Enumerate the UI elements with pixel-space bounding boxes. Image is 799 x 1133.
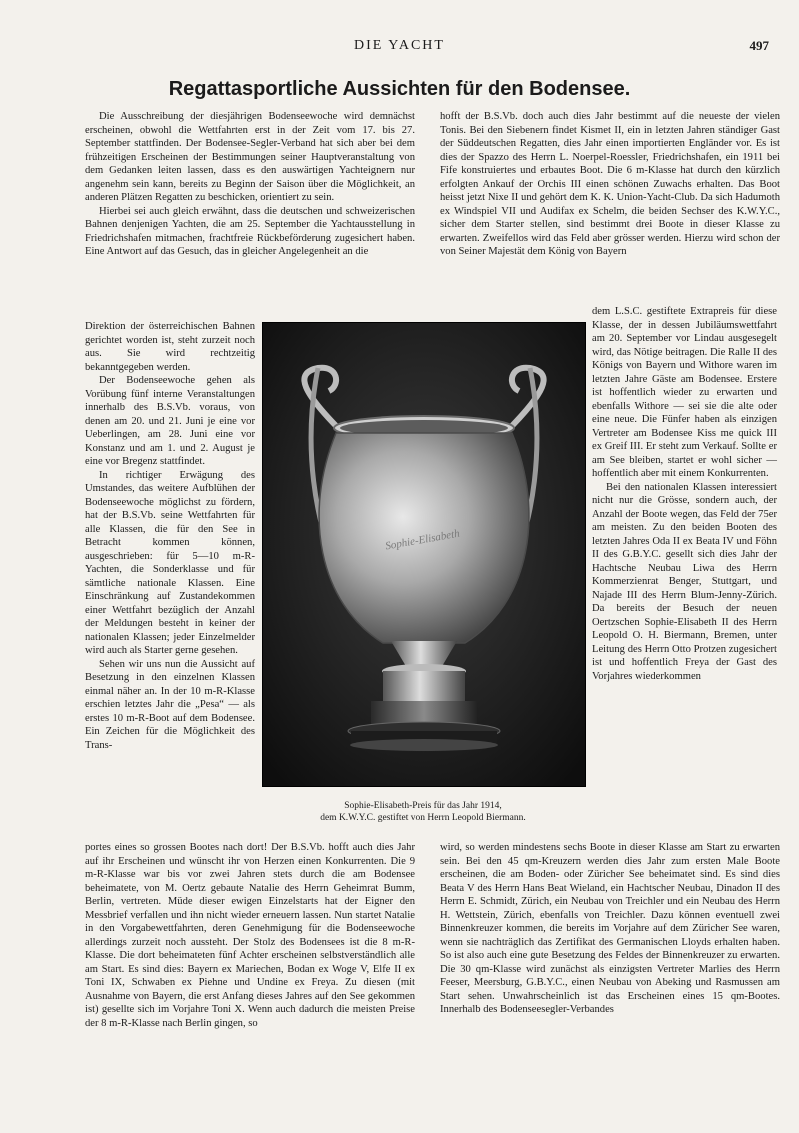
paragraph: Bei den nationalen Klassen interessiert nicht nur die Grösse, sondern auch, der Anzahl der Boote wegen, das Feld der 75er am meisten. Zu den beiden Booten des letzten Jahres Oda II ex Beata IV und Föhn II des G.B.Y.C. gesellt sich dies Jahr der Hachtsche Neubau Liwa des Herrn Kommerzienrat Benger, Stuttgart, und Najade III des Herrn Blum-Jenny-Zürich. Da bereits der Besuch der neuen Oertzschen Sophie-Elisabeth II des Herrn Leopold O. H. Biermann, Bremen, unter Leitung des Herrn Otto Protzen zugesichert ist und hoffentlich Freya der Gast des Vorjahres wiederkommen: [592, 481, 777, 682]
left-column-top: [85, 110, 415, 259]
right-column-narrow: [592, 305, 777, 683]
paragraph: hofft der B.S.Vb. doch auch dies Jahr bestimmt auf die neueste der vielen Tonis. Bei den Siebenern findet Kismet II, ein in letzten Jahren ständiger Gast der Süddeutschen Regatten, dies Jahr einen importierten Engländer vor. Es ist dies der Spazzo des Herrn L. Noerpel-Roessler, Friedrichshafen, ein 1911 bei Fife konstruiertes und erbautes Boot. Die 6 m-Klasse hat durch den kürzlich erfolgten Ankauf der Orchis III einen schönen Zuwachs erhalten. Das Boot heisst jetzt Nixe II und gehört dem K. K. Union-Yacht-Club. Da sich Hadumoth ex Windspiel VII und Audifax ex Schelm, die beiden Sechser des K.W.Y.C., sicher dem Starter stellen, sind bestimmt drei Boote in dieser Klasse zu erwarten. Zweifellos wird das Feld aber grösser werden. Hierzu wird schon der von Seiner Majestät dem König von Bayern: [440, 111, 780, 257]
paragraph: Sehen wir uns nun die Aussicht auf Besetzung in den einzelnen Klassen einmal näher an. In der 10 m-R-Klasse erschien letztes Jahr die „Pesa“ — als erstes 10 m-R-Boot auf dem Bodensee. Ein Zeichen für die Möglichkeit des Trans-: [85, 658, 255, 751]
paragraph: portes eines so grossen Bootes nach dort! Der B.S.Vb. hofft auch dies Jahr auf ihr Erscheinen und wünscht ihr von Herzen einen Konkurrenten. Die 9 m-R-Klasse war bis vor zwei Jahren stets durch die am Bodensee beheimatete, von M. Oertz gebaute Natalie des Herrn Geheimrat Bumm, Berlin, vertreten. Müde dieser ewigen Einzelstarts hat der Eigner den Messbrief verfallen und ihn nicht wieder erneuern lassen. Nun startet Natalie in den Vorgabewettfahrten, deren Genehmigung für die Bodenseewoche allerdings zurzeit noch aussteht. Der Stolz des Bodensees ist die 8 m-R-Klasse. Die dort beheimateten fünf Achter erscheinen selbstverständlich alle am Start. Es sind dies: Bayern ex Mariechen, Bodan ex Woge V, Elfe II ex Toni IX, Schwaben ex Piehne und Undine ex Freya. Zu diesen (mit Ausnahme von Bayern, die erst Anfang dieses Jahres auf den See gekommen ist) gesellte sich im Vorjahre Toni X. Wenn auch dadurch die meisten Preise der 8 m-R-Klasse nach Berlin gingen, so: [85, 842, 415, 1029]
caption-line: Sophie-Elisabeth-Preis für das Jahr 1914,: [344, 801, 502, 811]
article-title: Regattasportliche Aussichten für den Bodensee.: [168, 78, 631, 100]
left-column-bottom: [85, 841, 415, 1030]
trophy-photo: [262, 322, 586, 787]
figure-caption: [262, 800, 584, 824]
page-number: 497: [749, 38, 769, 53]
paragraph: Hierbei sei auch gleich erwähnt, dass die deutschen und schweizerischen Bahnen denjenigen Yachten, die am 25. September die Yachtausstellung in Friedrichshafen mitmachen, frachtfreie Rückbeförderung zugesichert haben. Eine Antwort auf das Gesuch, das in gleicher Angelegenheit an die: [85, 205, 415, 257]
paragraph: wird, so werden mindestens sechs Boote in dieser Klasse am Start zu erwarten sein. Bei den 45 qm-Kreuzern werden dies Jahr zum ersten Male Boote erscheinen, die am Boden- oder Züricher See beheimatet sind. Es sind dies Beata V des Herrn Hans Beat Wieland, ein Hachtscher Neubau, Dinadon II des Herrn E. Schmidt, Zürich, ein Neubau von Treichler und ein Neubau des Herrn H. Wettstein, Zürich, ebenfalls von Treichler. Dazu können eventuell zwei Binnenkreuzer kommen, die bereits im Vorjahre auf dem Züricher See waren, wenn sie nachträglich das Zertifikat des Germanischen Lloyds erhalten haben. So ist also auch eine gute Besetzung des Feldes der Binnenkreuzer zu erwarten. Die 30 qm-Klasse wird zunächst als einzigsten Vertreter Marlies des Herrn Feeser, Meersburg, G.B.Y.C., einen Neubau von Abeking und Rasmussen am Start sehen. Unwahrscheinlich ist das Erscheinen eines 15 qm-Bootes. Innerhalb des Bodenseesegler-Verbandes: [440, 842, 780, 1015]
trophy-cup-illustration: [263, 323, 585, 786]
paragraph: In richtiger Erwägung des Umstandes, das weitere Aufblühen der Bodenseewoche möglichst zu fördern, hat der B.S.Vb. seine Wettfahrten für alle Klassen, die für den See in Betracht kommen können, ausgeschrieben: für 5—10 m-R-Yachten, die Sonderklasse und für sämtliche nationale Klassen. Eine Einschränkung auf Zustandekommen einer Wettfahrt bezüglich der Anzahl der Meldungen besteht in keiner der nationalen Klassen; jeder Einzelmelder wird auch als Starter gerne gesehen.: [85, 469, 255, 656]
paragraph: Die Ausschreibung der diesjährigen Bodenseewoche wird demnächst erscheinen, obwohl die Wettfahrten erst in der Zeit vom 17. bis 27. September stattfinden. Der Bodensee-Segler-Verband hat sich aber bei dem frühzeitigen Erscheinen der Bestimmungen seiner Hauptveranstaltung von dem Gedanken leiten lassen, dass es den auswärtigen Yachteignern nur angenehm sein kann, bereits zu Beginn der Saison über die Möglichkeit, an anderen Plätzen Regatten zu beschicken, orientiert zu sein.: [85, 111, 415, 203]
right-column-top: [440, 110, 780, 259]
right-column-bottom: [440, 841, 780, 1017]
paragraph: Direktion der österreichischen Bahnen gerichtet worden ist, steht zurzeit noch aus. Sie wird rechtzeitig bekanntgegeben werden.: [85, 321, 255, 373]
running-head: DIE YACHT: [354, 38, 445, 53]
engraving-text: Sophie-Elisabeth: [384, 527, 461, 553]
caption-line: dem K.W.Y.C. gestiftet von Herrn Leopold Biermann.: [320, 813, 526, 823]
left-column-narrow: [85, 320, 255, 752]
paragraph: dem L.S.C. gestiftete Extrapreis für diese Klasse, der in dessen Jubiläumswettfahrt am 20. September vor Lindau ausgesegelt wird, das Nötige beitragen. Die Ralle II des Königs von Bayern und Withore waren im letzten Jahre Gäste am Bodensee. Erstere ist hoffentlich wieder zu erwarten und ebenfalls Withore — sei sie die alte oder eine neue. Die Fünfer haben als einzigen Vertreter am Bodensee Kiss me quick III ex Greif III. Er steht zum Verkauf. Sollte er am See bleiben, startet er wohl sicher — hoffentlich aber mit einem Konkurrenten.: [592, 306, 777, 479]
paragraph: Der Bodenseewoche gehen als Vorübung fünf interne Veranstaltungen innerhalb des B.S.Vb. voraus, von denen am 20. und 21. Juni je eine vor Ueberlingen, am 28. Juni eine vor Konstanz und am 1. und 2. August je eine vor Bregenz stattfindet.: [85, 375, 255, 467]
